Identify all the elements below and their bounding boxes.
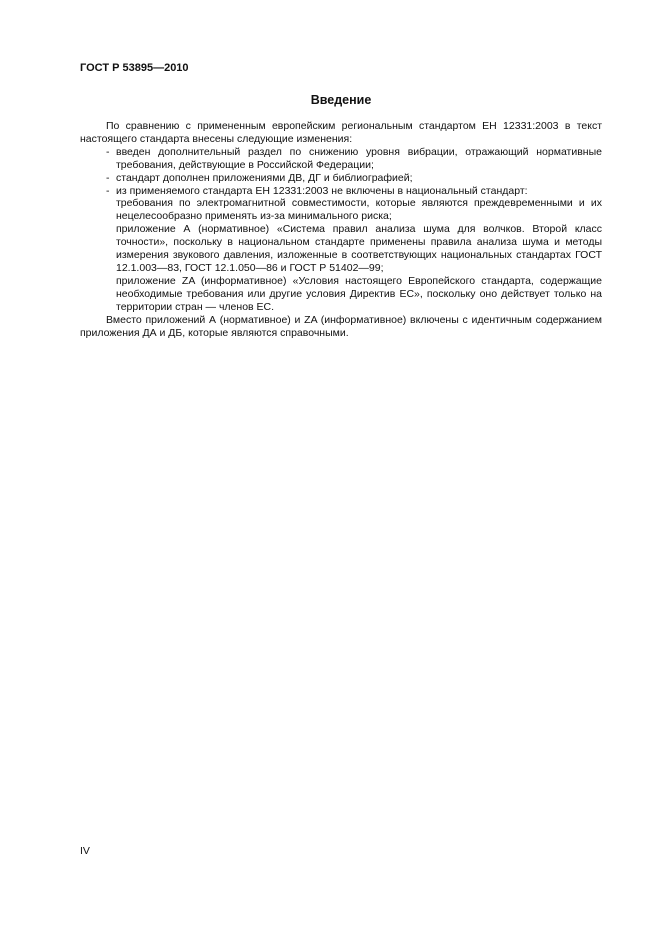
sub-list-item: требования по электромагнитной совместимости, которые являются преждевременными и их нецелесообразно применять из-за минимального риска; (116, 197, 602, 223)
list-item-text: из применяемого стандарта ЕН 12331:2003 не включены в национальный стандарт: (116, 184, 528, 197)
list-item (80, 146, 602, 172)
sub-list-item: приложение А (нормативное) «Система правил анализа шума для волчков. Второй класс точности», поскольку в национальном стандарте применены правила анализа шума и методы измерения звукового давления, изложенные в соответствующих национальных стандартах ГОСТ 12.1.003—83, ГОСТ 12.1.050—86 и ГОСТ Р 51402—99; (116, 223, 602, 274)
list-item (80, 185, 602, 198)
dash-bullet: - (106, 171, 110, 184)
page-number: IV (80, 845, 90, 857)
dash-bullet: - (106, 145, 110, 158)
intro-paragraph: По сравнению с примененным европейским региональным стандартом ЕН 12331:2003 в текст настоящего стандарта внесены следующие изменения: (80, 120, 602, 145)
list-item (80, 172, 602, 185)
closing-paragraph: Вместо приложений А (нормативное) и ZA (информативное) включены с идентичным содержанием приложения ДА и ДБ, которые являются справочными. (80, 313, 602, 339)
section-title: Введение (310, 93, 372, 107)
dash-bullet: - (106, 184, 110, 197)
standard-code: ГОСТ Р 53895—2010 (80, 62, 189, 74)
body-text (80, 120, 602, 339)
sub-list-item: приложение ZA (информативное) «Условия настоящего Европейского стандарта, содержащие необходимые требования или другие условия Директив ЕС», поскольку оно действует только на территории стран — членов ЕС. (116, 274, 602, 313)
list-item-text: стандарт дополнен приложениями ДВ, ДГ и библиографией; (116, 171, 413, 184)
list-item-text: введен дополнительный раздел по снижению уровня вибрации, отражающий нормативные требования, действующие в Российской Федерации; (116, 145, 602, 171)
